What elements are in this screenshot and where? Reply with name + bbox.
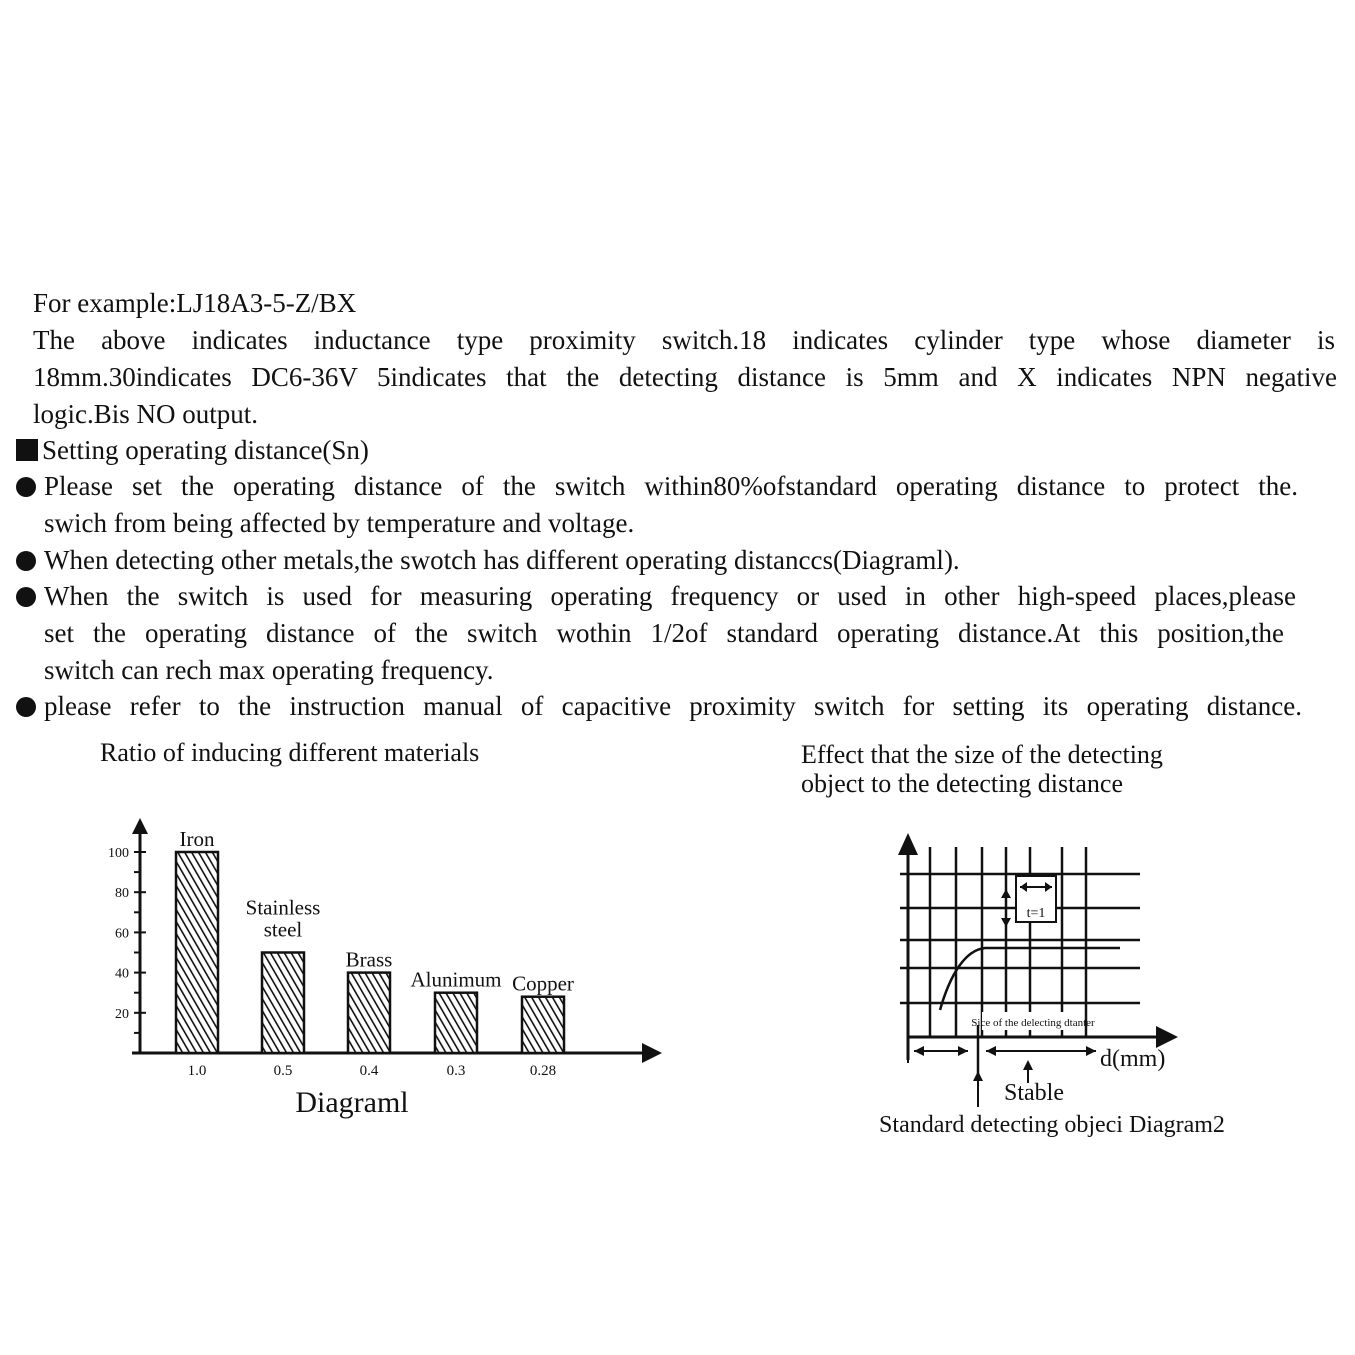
category-label: Stainless steel	[245, 895, 321, 942]
ratio-label: 0.4	[359, 1063, 379, 1079]
t-label: t=1	[1026, 906, 1046, 921]
ratio-label: 0.5	[273, 1063, 293, 1079]
bar	[348, 973, 390, 1053]
square-bullet-icon	[16, 439, 38, 461]
y-tick-label: 20	[115, 1006, 129, 1022]
bar	[522, 997, 564, 1053]
bullet-dot-icon	[16, 551, 36, 571]
size-label: Sice of the delecting dtanter	[971, 1017, 1095, 1029]
stable-label: Stable	[1004, 1080, 1064, 1106]
x-axis-label: d(mm)	[1100, 1046, 1166, 1072]
example-line: For example:LJ18A3-5-Z/BX	[33, 288, 357, 318]
category-label: Iron	[179, 827, 215, 851]
bar	[176, 852, 218, 1053]
intro-line-1: The above indicates inductance type proximity switch.18 indicates cylinder type whose diameter is	[33, 325, 1335, 355]
intro-line-3: logic.Bis NO output.	[33, 399, 259, 429]
bar	[435, 993, 477, 1053]
t-box	[1001, 876, 1056, 927]
y-tick-label: 40	[115, 966, 129, 982]
diagram2-line-chart	[840, 815, 1320, 1145]
diagram1-caption: Diagraml	[295, 1086, 409, 1119]
section-title: Setting operating distance(Sn)	[42, 435, 369, 465]
y-tick-label: 80	[115, 886, 129, 902]
bullet-3-line-3: switch can rech max operating frequency.	[44, 655, 494, 685]
ratio-label: 0.28	[529, 1063, 557, 1079]
category-label: Alunimum	[410, 967, 502, 992]
bullet-3-line-1: When the switch is used for measuring operating frequency or used in other high-speed places,please	[44, 581, 1296, 611]
bar	[262, 953, 304, 1054]
y-tick-label: 100	[108, 846, 129, 861]
ratio-label: 0.3	[446, 1063, 466, 1079]
category-label: Brass	[345, 947, 393, 972]
intro-line-2: 18mm.30indicates DC6-36V 5indicates that the detecting distance is 5mm and X indicates NPN negative	[33, 362, 1337, 392]
diagram2-title-line-1: Effect that the size of the detecting	[801, 740, 1163, 769]
diagram2-title-line-2: object to the detecting distance	[801, 769, 1123, 798]
bullet-2-line-1: When detecting other metals,the swotch has different operating distanccs(Diagraml).	[44, 545, 960, 575]
diagram2-caption: Standard detecting objeci Diagram2	[879, 1112, 1225, 1138]
bullet-3-line-2: set the operating distance of the switch wothin 1/2of standard operating distance.At this position,the	[44, 618, 1284, 648]
bullet-1-line-1: Please set the operating distance of the switch within80%ofstandard operating distance to protect the.	[44, 471, 1298, 501]
bullet-dot-icon	[16, 587, 36, 607]
ratio-label: 1.0	[187, 1063, 207, 1079]
diagram1-bar-chart	[0, 810, 700, 1140]
bullet-dot-icon	[16, 477, 36, 497]
y-tick-label: 60	[115, 926, 129, 942]
bullet-dot-icon	[16, 697, 36, 717]
diagram1-title: Ratio of inducing different materials	[100, 738, 480, 767]
category-label: Copper	[512, 971, 574, 996]
bullet-4-line-1: please refer to the instruction manual of capacitive proximity switch for setting its operating distance.	[44, 691, 1302, 721]
bullet-1-line-2: swich from being affected by temperature and voltage.	[44, 508, 635, 538]
